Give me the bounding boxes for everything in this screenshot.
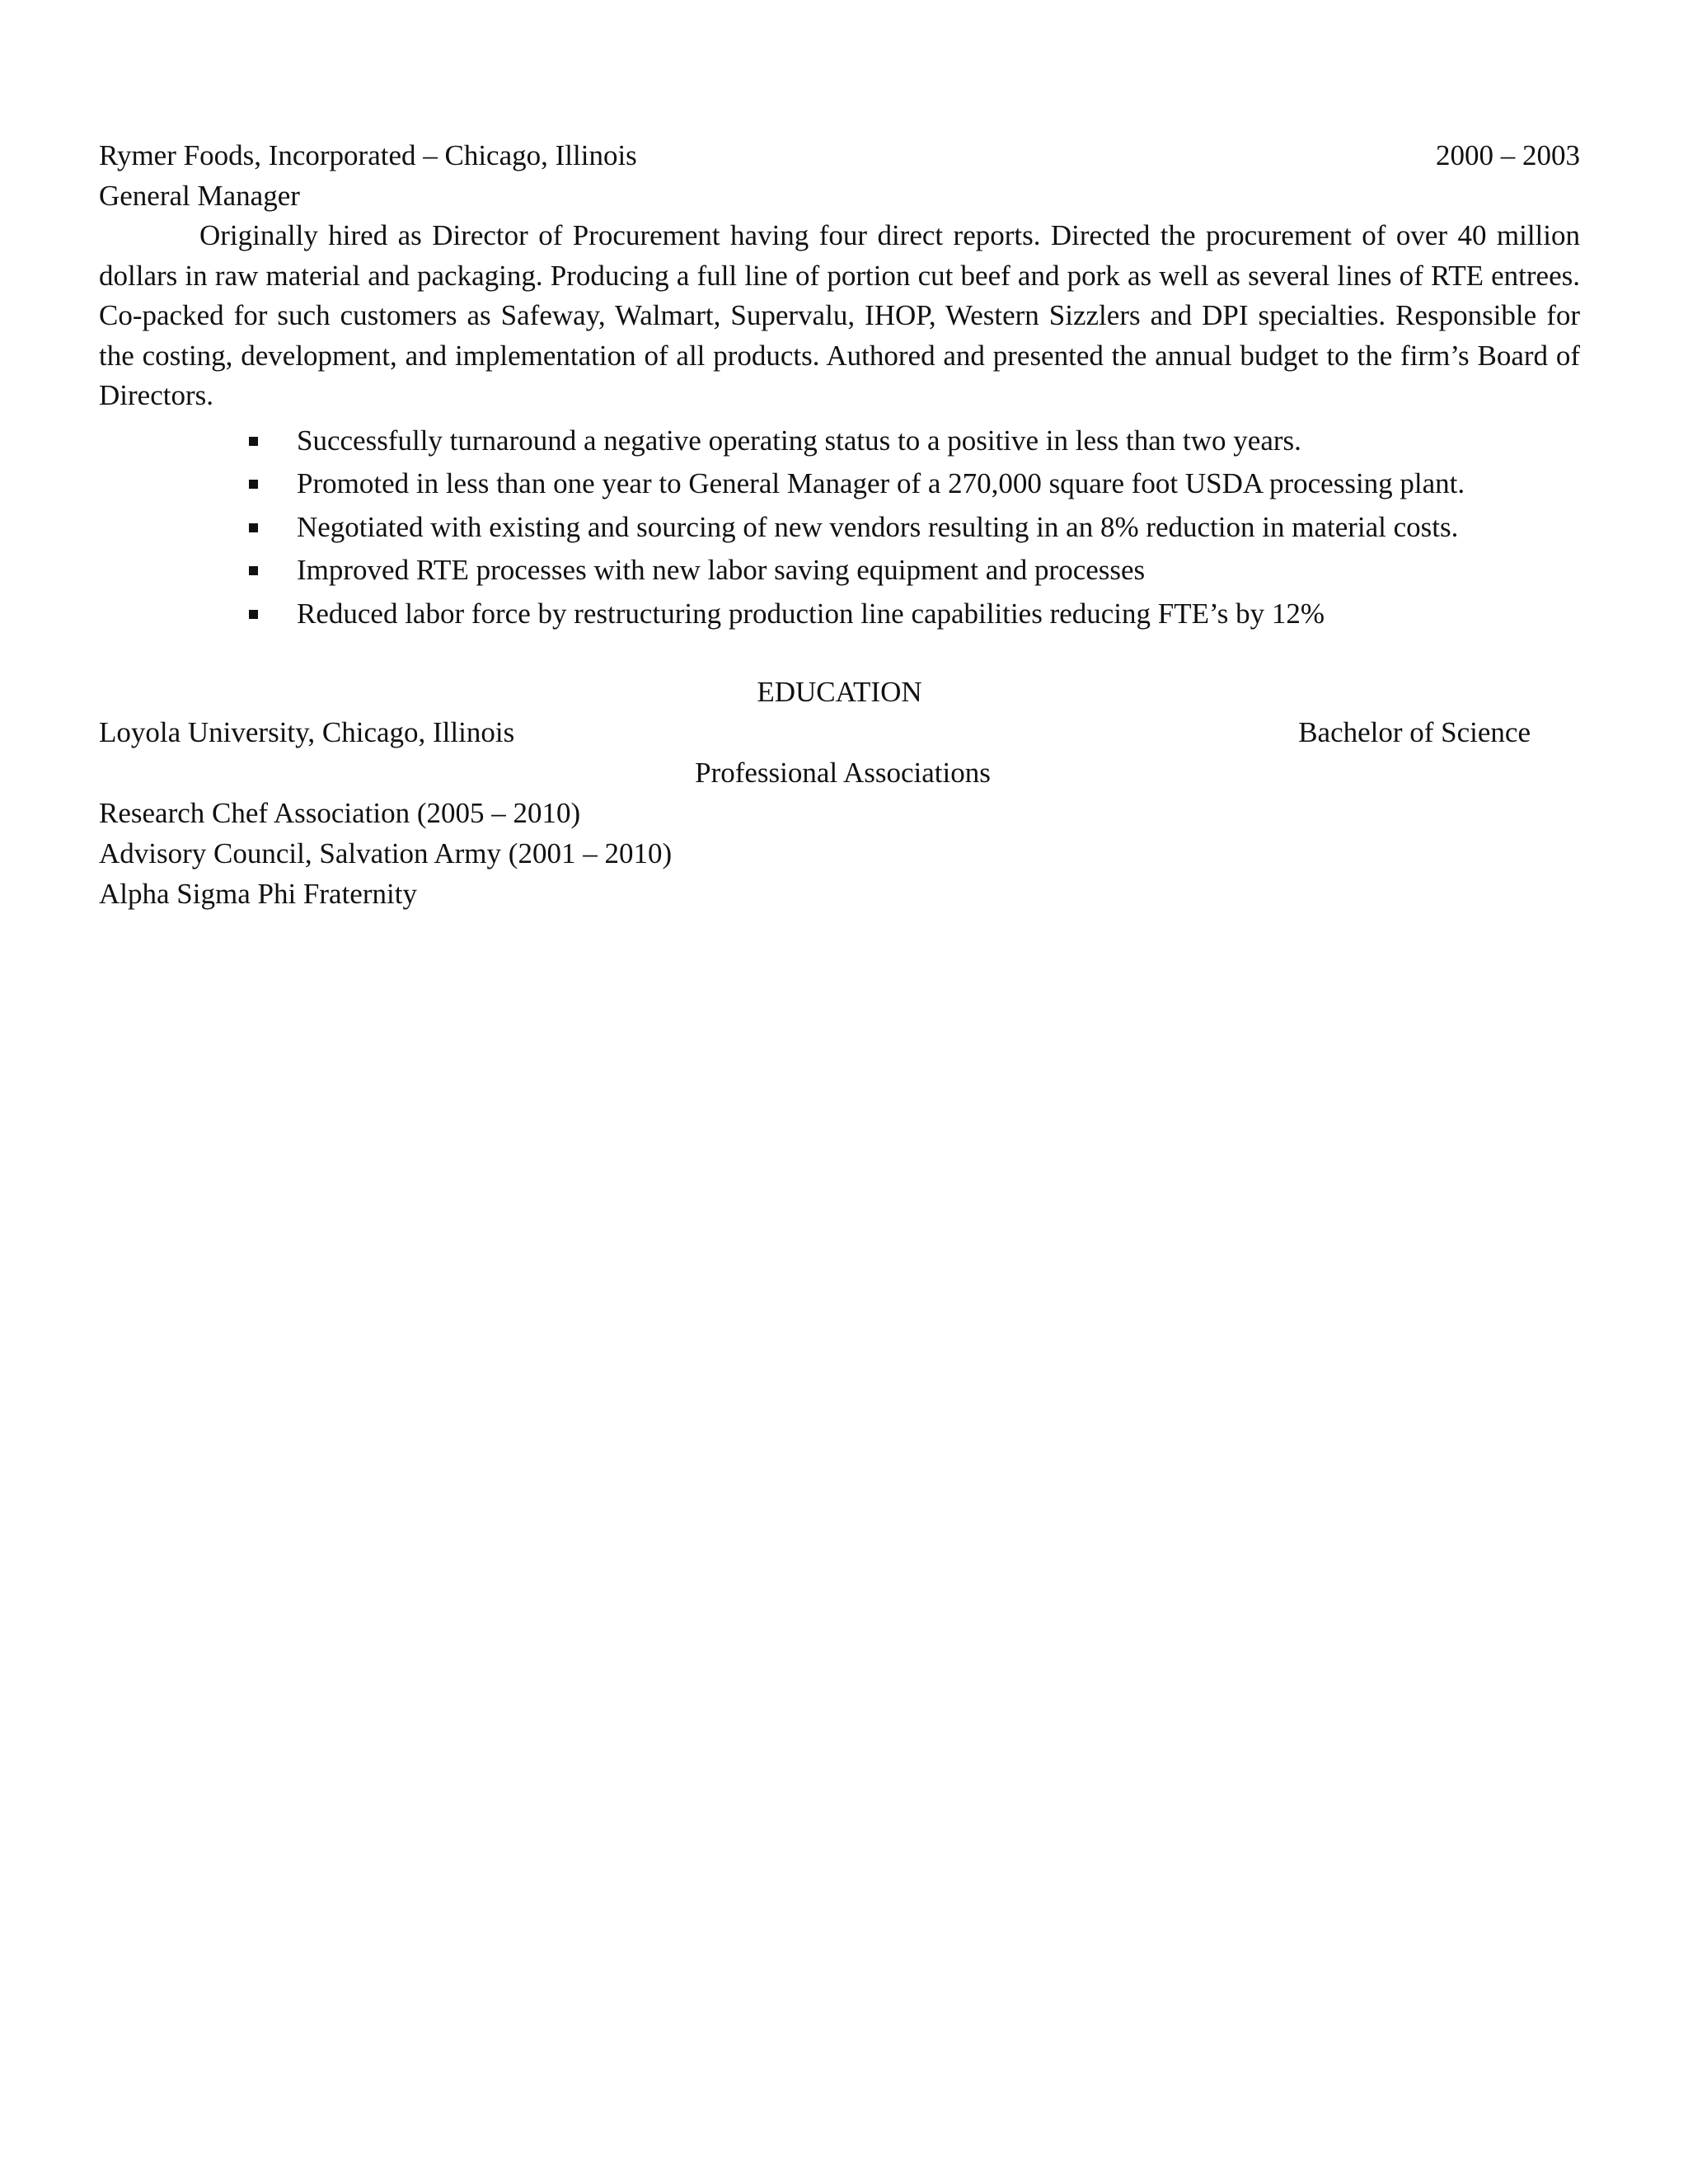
achievement-text: Improved RTE processes with new labor saving equipment and processes [297, 554, 1146, 586]
list-item [99, 419, 1580, 463]
job-title: General Manager [99, 180, 300, 212]
achievement-text: Promoted in less than one year to General Manager of a 270,000 square foot USDA processing plant. [297, 467, 1465, 499]
square-bullet-icon [249, 610, 258, 619]
list-item [99, 549, 1580, 593]
association-item: Alpha Sigma Phi Fraternity [99, 878, 417, 910]
square-bullet-icon [249, 566, 258, 575]
list-item [99, 593, 1580, 636]
list-item [99, 506, 1580, 550]
association-item: Advisory Council, Salvation Army (2001 – 2010) [99, 837, 673, 869]
achievement-text: Reduced labor force by restructuring production line capabilities reducing FTE’s by 12% [297, 597, 1325, 630]
association-item: Research Chef Association (2005 – 2010) [99, 797, 581, 829]
company-name: Rymer Foods, Incorporated – Chicago, Illinois [99, 139, 637, 171]
job-header [99, 135, 1580, 176]
job-description: Originally hired as Director of Procurement having four direct reports. Directed the procurement of over 40 million dollars in raw material and packaging. Producing a full line of portion cut beef and pork as well as several lines of RTE entrees. Co-packed for such customers as Safeway, Walmart, Supervalu, IHOP, Western Sizzlers and DPI specialties. Responsible for the costing, development, and implementation of all products. Authored and presented the annual budget to the firm’s Board of Directors. [99, 219, 1580, 411]
education-heading: EDUCATION [757, 676, 922, 708]
list-item [99, 462, 1580, 506]
achievement-text: Successfully turnaround a negative operating status to a positive in less than two years. [297, 424, 1301, 457]
square-bullet-icon [249, 523, 258, 532]
square-bullet-icon [249, 437, 258, 446]
school-name: Loyola University, Chicago, Illinois [99, 716, 515, 748]
education-entry [99, 712, 1580, 752]
job-dates: 2000 – 2003 [1436, 139, 1580, 171]
associations-heading: Professional Associations [695, 757, 991, 789]
resume-page [99, 135, 1580, 914]
achievement-text: Negotiated with existing and sourcing of new vendors resulting in an 8% reduction in material costs. [297, 510, 1459, 543]
degree-name: Bachelor of Science [1298, 716, 1531, 748]
square-bullet-icon [249, 480, 258, 489]
achievements-list [99, 419, 1580, 636]
